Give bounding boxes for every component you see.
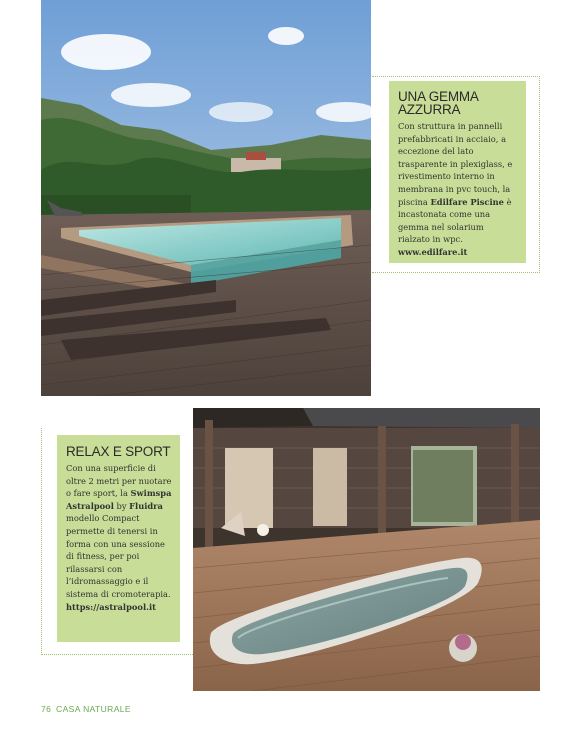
- page-folio: [41, 704, 131, 714]
- brand-name: Fluidra: [129, 500, 163, 511]
- caption-text: Con struttura in pannelli prefabbricati in acciaio, a eccezione del lato trasparente in plexiglass, e rivestimento interno in membrana in pvc touch, la piscina: [398, 121, 513, 207]
- caption-text: Con una superficie di oltre 2 metri per nuotare o fare sport, la: [66, 463, 172, 499]
- caption-box-gemma-azzurra: [389, 81, 526, 263]
- caption-text: è incastonata come una gemma nel solarium rialzato in wpc.: [398, 196, 512, 245]
- caption-text: modello Compact permette di tenersi in forma con una sessione di fitness, per poi rilassarsi con l’idromassaggio e il sistema di cromoterapia.: [66, 513, 171, 599]
- caption-body: [66, 462, 174, 613]
- magazine-name: CASA NATURALE: [56, 704, 131, 714]
- page-number: 76: [41, 704, 52, 714]
- website-link[interactable]: https://astralpool.it: [66, 601, 156, 612]
- caption-box-relax-sport: [57, 435, 180, 642]
- swimspa-photo: [193, 408, 540, 691]
- caption-title: RELAX E SPORT: [66, 444, 171, 459]
- caption-body: [398, 120, 518, 259]
- brand-name: Swimspa Astralpool: [66, 488, 172, 511]
- website-link[interactable]: www.edilfare.it: [398, 246, 468, 257]
- caption-text: by: [113, 500, 130, 511]
- brand-name: Edilfare Piscine: [430, 196, 504, 207]
- infinity-pool-photo: [41, 0, 371, 396]
- caption-title: UNA GEMMA AZZURRA: [398, 89, 478, 117]
